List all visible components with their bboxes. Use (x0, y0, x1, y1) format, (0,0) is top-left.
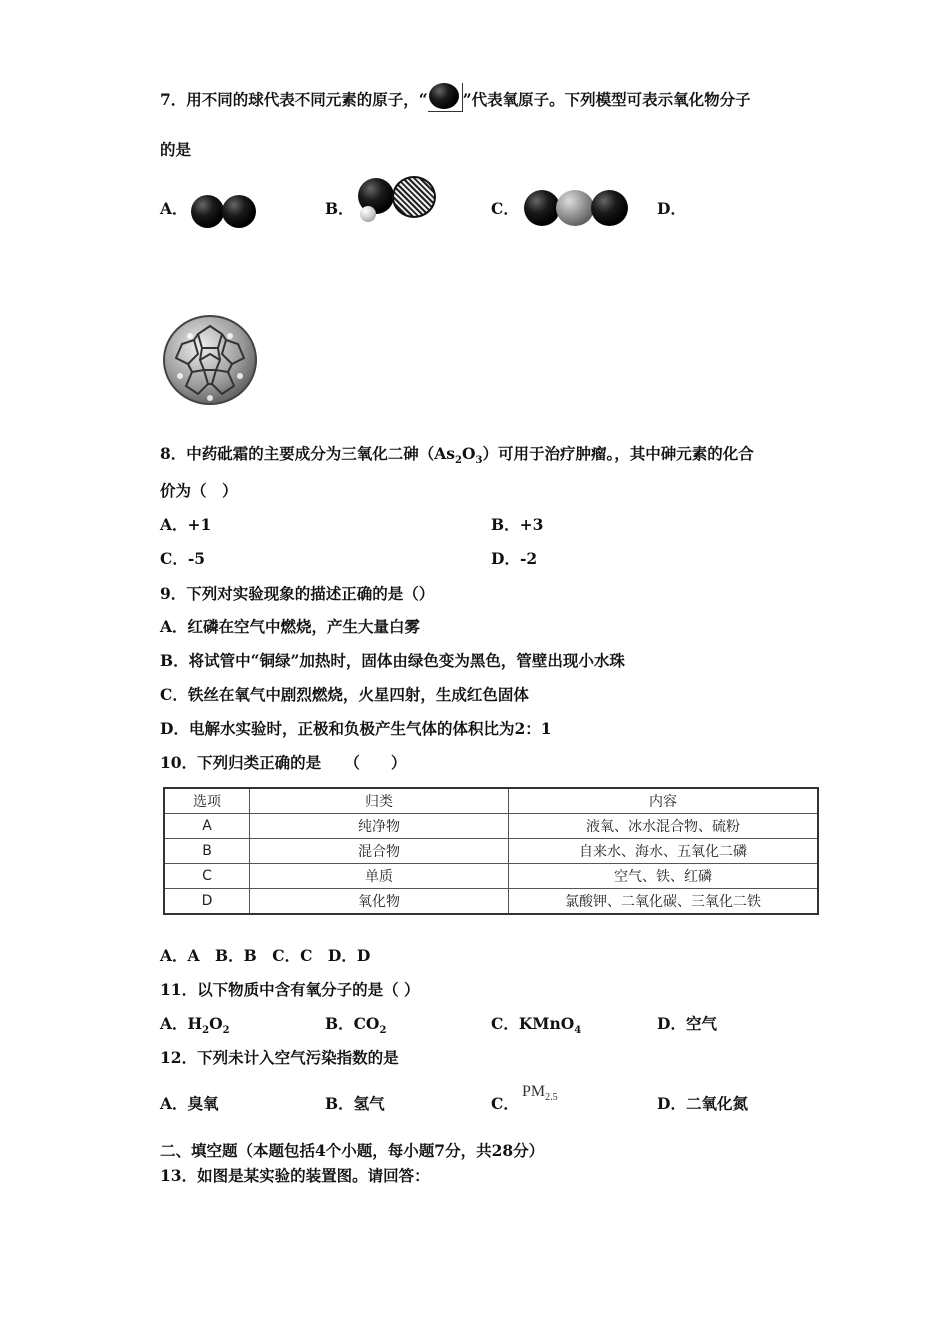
classification-table (163, 787, 819, 915)
q7-text-after: ”代表氧原子。下列模型可表示氧化物分子 (462, 90, 751, 109)
q11-b-text: B．CO (325, 1014, 380, 1033)
table-cell: 单质 (250, 864, 509, 889)
q10-stem: 10．下列归类正确的是 （ ） (160, 753, 407, 772)
q11-option-c (491, 1014, 581, 1041)
q11-c-text: C．KMnO (491, 1014, 575, 1033)
q9-option-b: B．将试管中“铜绿”加热时，固体由绿色变为黑色，管壁出现小水珠 (160, 651, 625, 670)
q11-option-a (160, 1014, 230, 1041)
q10-answers: A．A B．B C．C D．D (160, 946, 371, 965)
table-cell: 液氧、冰水混合物、硫粉 (509, 814, 819, 839)
q9-option-c: C．铁丝在氧气中剧烈燃烧，火星四射，生成红色固体 (160, 685, 529, 704)
q8-text-c: ）可用于治疗肿瘤。，其中砷元素的化合 (482, 444, 754, 463)
table-cell: C (164, 864, 250, 889)
q7-stem-line2: 的是 (160, 140, 192, 159)
q8-stem (160, 444, 754, 471)
q11-option-b (325, 1014, 386, 1041)
q11-option-d: D．空气 (657, 1014, 717, 1033)
header-category: 归类 (250, 788, 509, 814)
fullerene-molecule-icon (160, 314, 260, 406)
q12-option-d: D．二氧化氮 (657, 1094, 748, 1113)
header-option: 选项 (164, 788, 250, 814)
q9-option-d: D．电解水实验时，正极和负极产生气体的体积比为2：1 (160, 719, 552, 738)
q11-c-sub: 4 (574, 1025, 582, 1037)
q11-stem: 11．以下物质中含有氧分子的是（ ） (160, 980, 420, 999)
table-cell: 纯净物 (250, 814, 509, 839)
q8-text-b: O (462, 444, 476, 463)
q7-option-a: A． (160, 199, 188, 218)
pm-sub: 2.5 (545, 1092, 558, 1104)
q13-stem: 13．如图是某实验的装置图。请回答： (160, 1166, 430, 1185)
q8-text-a: 8．中药砒霜的主要成分为三氧化二砷（As (160, 444, 456, 463)
q7-option-d: D． (657, 199, 686, 218)
q8-sub-2: 2 (455, 455, 463, 467)
table-cell: 氧化物 (250, 889, 509, 915)
q8-option-b: B．+3 (491, 515, 544, 534)
table-row (164, 814, 818, 839)
table-cell: A (164, 814, 250, 839)
q7-stem (160, 90, 751, 112)
q8-option-a: A．+1 (160, 515, 212, 534)
table-header-row (164, 788, 818, 814)
q12-option-a: A．臭氧 (160, 1094, 219, 1113)
table-cell: 空气、铁、红磷 (509, 864, 819, 889)
q7-option-b: B． (325, 199, 354, 218)
q8-stem-line2: 价为（ ） (160, 481, 238, 500)
table-row (164, 864, 818, 889)
q9-stem: 9．下列对实验现象的描述正确的是（） (160, 584, 435, 603)
q11-b-sub: 2 (379, 1025, 387, 1037)
q8-option-d: D．-2 (491, 549, 538, 568)
table-cell: B (164, 839, 250, 864)
q12-option-c: C． (491, 1094, 519, 1113)
q11-a-text: A．H (160, 1014, 203, 1033)
table-cell: D (164, 889, 250, 915)
q11-a-sub2: 2 (222, 1025, 230, 1037)
pm25-label (522, 1083, 558, 1103)
q11-a-sub1: 2 (202, 1025, 210, 1037)
table-row (164, 839, 818, 864)
q8-sub-3: 3 (475, 455, 483, 467)
section-2-heading: 二、填空题（本题包括4个小题，每小题7分，共28分） (160, 1141, 545, 1160)
pm-main: PM (522, 1083, 546, 1100)
table-cell: 混合物 (250, 839, 509, 864)
oxygen-atom-icon (428, 83, 463, 112)
table-row (164, 889, 818, 915)
q7-option-c: C． (491, 199, 519, 218)
q11-a-mid: O (209, 1014, 223, 1033)
header-content: 内容 (509, 788, 819, 814)
table-cell: 氯酸钾、二氧化碳、三氧化二铁 (509, 889, 819, 915)
q8-option-c: C．-5 (160, 549, 206, 568)
q7-text-before: 7．用不同的球代表不同元素的原子，“ (160, 90, 428, 109)
q9-option-a: A．红磷在空气中燃烧，产生大量白雾 (160, 617, 421, 636)
q12-option-b: B．氢气 (325, 1094, 385, 1113)
q12-stem: 12．下列未计入空气污染指数的是 (160, 1048, 399, 1067)
table-cell: 自来水、海水、五氧化二磷 (509, 839, 819, 864)
